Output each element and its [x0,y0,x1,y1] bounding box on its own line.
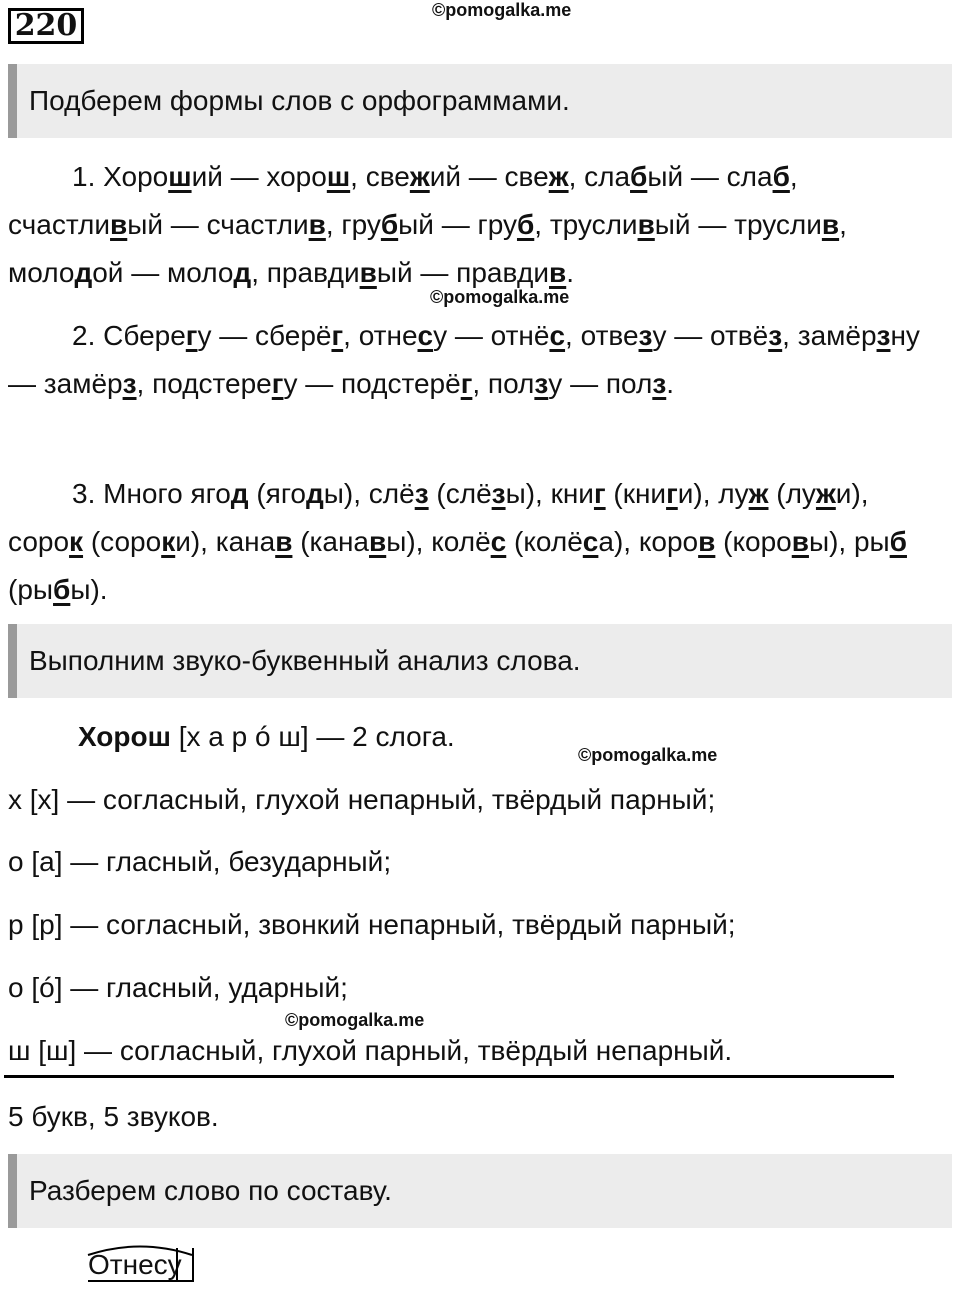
exercise-number: 220 [8,8,84,44]
section-header-forms [8,64,952,138]
paragraph-1: 1. Хороший — хорош, свежий — свеж, слабый — слаб, счастливый — счастлив, грубый — груб, трусливый — труслив, молодой — молод, правдивый — правдив. [8,161,847,288]
transcription: [х а р ó ш] — 2 слога. [170,721,455,752]
ending-box-icon [176,1248,194,1282]
paragraph-2: 2. Сберегу — сберёг, отнесу — отнёс, отвезу — отвёз, замёрзну — замёрз, подстерегу — подстерёг, ползу — полз. [8,320,920,399]
watermark: ©pomogalka.me [285,1010,425,1030]
divider [4,1075,894,1078]
word-root: Отнес [88,1249,168,1280]
section-header-phonetic [8,624,952,698]
sound-line: о [а] — гласный, безударный; [8,846,392,877]
watermark: ©pomogalka.me [430,287,570,307]
analysis-heading [78,720,455,754]
section-title: Разберем слово по составу. [29,1175,392,1206]
sound-line: ш [ш] — согласный, глухой парный, твёрдый непарный. [8,1035,733,1066]
watermark: ©pomogalka.me [578,745,718,765]
section-title: Выполним звуко-буквенный анализ слова. [29,645,581,676]
sound-line: р [р] — согласный, звонкий непарный, твёрдый парный; [8,909,736,940]
section-title: Подберем формы слов с орфограммами. [29,85,570,116]
sound-line: о [ó] — гласный, ударный; [8,972,348,1003]
analyzed-word: Хорош [78,721,171,752]
sound-line: х [х] — согласный, глухой непарный, твёрдый парный; [8,784,716,815]
morpheme-word [88,1248,182,1282]
word-ending: у [167,1249,182,1280]
analysis-summary: 5 букв, 5 звуков. [8,1101,219,1132]
watermark: ©pomogalka.me [432,0,572,20]
section-header-morpheme [8,1154,952,1228]
paragraph-3: 3. Много ягод (ягоды), слёз (слёзы), книг (книги), луж (лужи), сорок (сороки), канав (канавы), колёс (колёса), коров (коровы), рыб (рыбы). [8,478,907,605]
base-underline [88,1280,176,1282]
